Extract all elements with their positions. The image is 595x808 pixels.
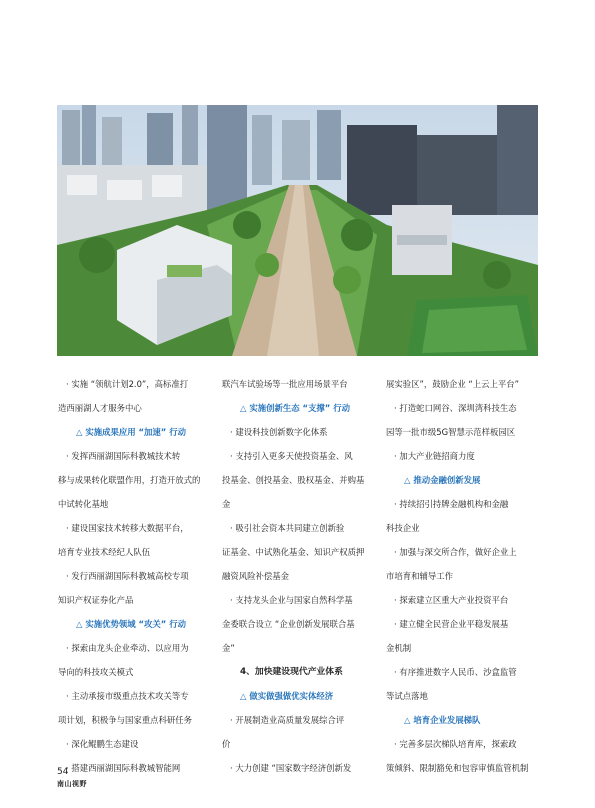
paragraph-line: 策倾斜、限制豁免和包容审慎监管机制 xyxy=(386,763,529,773)
text-column-3 xyxy=(386,372,538,780)
paragraph-line: 展实验区”，鼓励企业 “上云上平台” xyxy=(386,379,519,389)
paragraph-line: · 支持引入更多天使投资基金、风 xyxy=(230,451,353,461)
paragraph-line: · 有序推进数字人民币、沙盒监管 xyxy=(394,667,517,677)
paragraph-line: 培育专业技术经纪人队伍 xyxy=(58,547,151,557)
paragraph-line: 知识产权证券化产品 xyxy=(58,595,134,605)
paragraph-line: 金委联合设立 “企业创新发展联合基 xyxy=(222,619,355,629)
paragraph-line: 项计划，积极争与国家重点科研任务 xyxy=(58,715,192,725)
section-heading: △ 做实做强做优实体经济 xyxy=(240,691,334,701)
section-heading: △ 培育企业发展梯队 xyxy=(404,715,481,725)
section-heading: △ 推动金融创新发展 xyxy=(404,475,481,485)
paragraph-line: · 建立健全民营企业平稳发展基 xyxy=(394,619,509,629)
section-heading: 4、加快建设现代产业体系 xyxy=(240,667,343,677)
paragraph-line: · 打造蛇口网谷、深圳湾科技生态 xyxy=(394,403,517,413)
paragraph-line: 市培育和辅导工作 xyxy=(386,571,453,581)
paragraph-line: 证基金、中试熟化基金、知识产权质押 xyxy=(222,547,365,557)
paragraph-line: · 加强与深交所合作，做好企业上 xyxy=(394,547,517,557)
text-column-2 xyxy=(222,372,374,780)
page-number: 54 xyxy=(57,767,69,777)
paragraph-line: · 深化鲲鹏生态建设 xyxy=(66,739,139,749)
paragraph-line: 科技企业 xyxy=(386,523,420,533)
paragraph-line: · 加大产业链招商力度 xyxy=(394,451,475,461)
paragraph-line: 等试点落地 xyxy=(386,691,428,701)
paragraph-line: 金 xyxy=(222,499,231,509)
paragraph-line: 金” xyxy=(222,643,235,653)
paragraph-line: 中试转化基地 xyxy=(58,499,109,509)
paragraph-line: 价 xyxy=(222,739,231,749)
paragraph-line: 园等一批市级5G智慧示范样板园区 xyxy=(386,427,516,437)
paragraph-line: 联汽车试验场等一批应用场景平台 xyxy=(222,379,348,389)
paragraph-line: · 建设科技创新数字化体系 xyxy=(230,427,328,437)
paragraph-line: 导向的科技攻关模式 xyxy=(58,667,134,677)
paragraph-line: 投基金、创投基金、股权基金、并购基 xyxy=(222,475,365,485)
paragraph-line: · 主动承接市级重点技术攻关等专 xyxy=(66,691,189,701)
paragraph-line: · 探索建立区重大产业投资平台 xyxy=(394,595,509,605)
paragraph-line: · 支持龙头企业与国家自然科学基 xyxy=(230,595,353,605)
paragraph-line: · 搭建西丽湖国际科教城智能网 xyxy=(66,763,181,773)
paragraph-line: · 探索由龙头企业牵动、以应用为 xyxy=(66,643,189,653)
paragraph-line: · 发挥西丽湖国际科教城技术转 xyxy=(66,451,181,461)
paragraph-line: 金机制 xyxy=(386,643,412,653)
paragraph-line: 融资风险补偿基金 xyxy=(222,571,289,581)
magazine-name: 南山视野 xyxy=(57,780,87,788)
paragraph-line: · 发行西丽湖国际科教城高校专项 xyxy=(66,571,189,581)
paragraph-line: · 吸引社会资本共同建立创新验 xyxy=(230,523,345,533)
paragraph-line: · 大力创建 “国家数字经济创新发 xyxy=(230,763,352,773)
paragraph-line: 造西丽湖人才服务中心 xyxy=(58,403,142,413)
section-heading: △ 实施成果应用 “加速” 行动 xyxy=(76,427,186,437)
paragraph-line: 移与成果转化联盟作用，打造开放式的 xyxy=(58,475,201,485)
section-heading: △ 实施创新生态 “支撑” 行动 xyxy=(240,403,350,413)
text-column-1 xyxy=(58,372,210,780)
urban-park-aerial-photo xyxy=(57,105,538,356)
paragraph-line: · 实施 “领航计划2.0”，高标准打 xyxy=(66,379,189,389)
section-heading: △ 实施优势领域 “攻关” 行动 xyxy=(76,619,186,629)
paragraph-line: · 开展制造业高质量发展综合评 xyxy=(230,715,345,725)
paragraph-line: · 持续招引持牌金融机构和金融 xyxy=(394,499,509,509)
paragraph-line: · 建设国家技术转移大数据平台， xyxy=(66,523,189,533)
paragraph-line: · 完善多层次梯队培育库，探索政 xyxy=(394,739,517,749)
